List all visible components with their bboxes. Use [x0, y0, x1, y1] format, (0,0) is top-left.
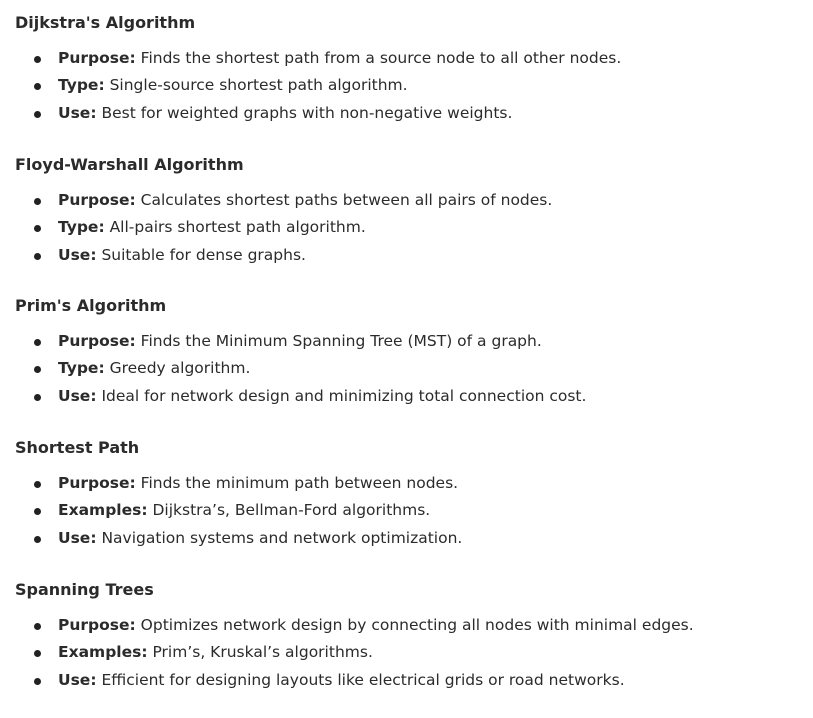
bullet-icon [34, 394, 41, 401]
item-key: Purpose: [58, 616, 136, 634]
item-text: Optimizes network design by connecting all nodes with minimal edges. [135, 616, 694, 634]
item-text: All-pairs shortest path algorithm. [104, 218, 366, 237]
bullet-list [15, 328, 586, 410]
bullet-icon [34, 678, 41, 685]
bullet-icon [34, 536, 41, 543]
item-text: Dijkstra’s, Bellman-Ford algorithms. [147, 501, 431, 520]
item-key: Examples: [58, 643, 148, 662]
item-text: Navigation systems and network optimization. [96, 528, 463, 547]
bullet-list [15, 612, 694, 694]
section-shortest-path [15, 437, 462, 552]
item-text: Calculates shortest paths between all pairs of nodes. [135, 191, 553, 209]
list-item [15, 525, 462, 552]
bullet-list [15, 187, 552, 269]
item-key: Use: [58, 386, 97, 405]
bullet-icon [34, 56, 41, 63]
item-key: Examples: [58, 501, 148, 520]
section-title: Spanning Trees [15, 580, 154, 599]
item-key: Use: [58, 103, 97, 122]
section-title: Shortest Path [15, 438, 140, 457]
list-item [15, 328, 586, 355]
item-text: Single-source shortest path algorithm. [104, 76, 408, 95]
item-text: Finds the shortest path from a source node to all other nodes. [135, 49, 622, 67]
bullet-icon [34, 650, 41, 657]
bullet-icon [34, 83, 41, 90]
bullet-icon [34, 339, 41, 346]
list-item [15, 497, 462, 524]
list-item [15, 612, 694, 639]
item-key: Purpose: [58, 191, 136, 209]
item-key: Use: [58, 528, 97, 547]
list-item [15, 45, 621, 72]
item-text: Finds the minimum path between nodes. [135, 474, 459, 492]
item-key: Type: [58, 359, 105, 378]
section-title: Floyd-Warshall Algorithm [15, 155, 244, 174]
list-item [15, 383, 586, 410]
bullet-icon [34, 253, 41, 260]
item-key: Purpose: [58, 332, 136, 350]
section-prim [15, 295, 586, 410]
item-key: Use: [58, 245, 97, 264]
list-item [15, 470, 462, 497]
item-text: Finds the Minimum Spanning Tree (MST) of a graph. [135, 332, 542, 350]
bullet-icon [34, 508, 41, 515]
section-title: Prim's Algorithm [15, 296, 167, 315]
list-item [15, 214, 552, 241]
item-text: Greedy algorithm. [104, 359, 251, 378]
section-spanning-trees [15, 579, 694, 694]
item-key: Purpose: [58, 474, 136, 492]
section-dijkstra [15, 12, 621, 127]
list-item [15, 187, 552, 214]
section-floyd-warshall [15, 154, 552, 269]
item-text: Efficient for designing layouts like electrical grids or road networks. [96, 670, 625, 689]
list-item [15, 242, 552, 269]
item-text: Prim’s, Kruskal’s algorithms. [147, 643, 373, 662]
item-text: Ideal for network design and minimizing total connection cost. [96, 386, 587, 405]
item-key: Use: [58, 670, 97, 689]
list-item [15, 72, 621, 99]
bullet-icon [34, 225, 41, 232]
list-item [15, 667, 694, 694]
item-text: Best for weighted graphs with non-negative weights. [96, 103, 513, 122]
item-key: Purpose: [58, 49, 136, 67]
list-item [15, 639, 694, 666]
bullet-icon [34, 366, 41, 373]
section-title: Dijkstra's Algorithm [15, 13, 196, 32]
bullet-icon [34, 198, 41, 205]
bullet-icon [34, 481, 41, 488]
list-item [15, 100, 621, 127]
bullet-list [15, 470, 462, 552]
item-key: Type: [58, 218, 105, 237]
bullet-icon [34, 623, 41, 630]
bullet-icon [34, 111, 41, 118]
item-text: Suitable for dense graphs. [96, 245, 306, 264]
list-item [15, 355, 586, 382]
bullet-list [15, 45, 621, 127]
item-key: Type: [58, 76, 105, 95]
